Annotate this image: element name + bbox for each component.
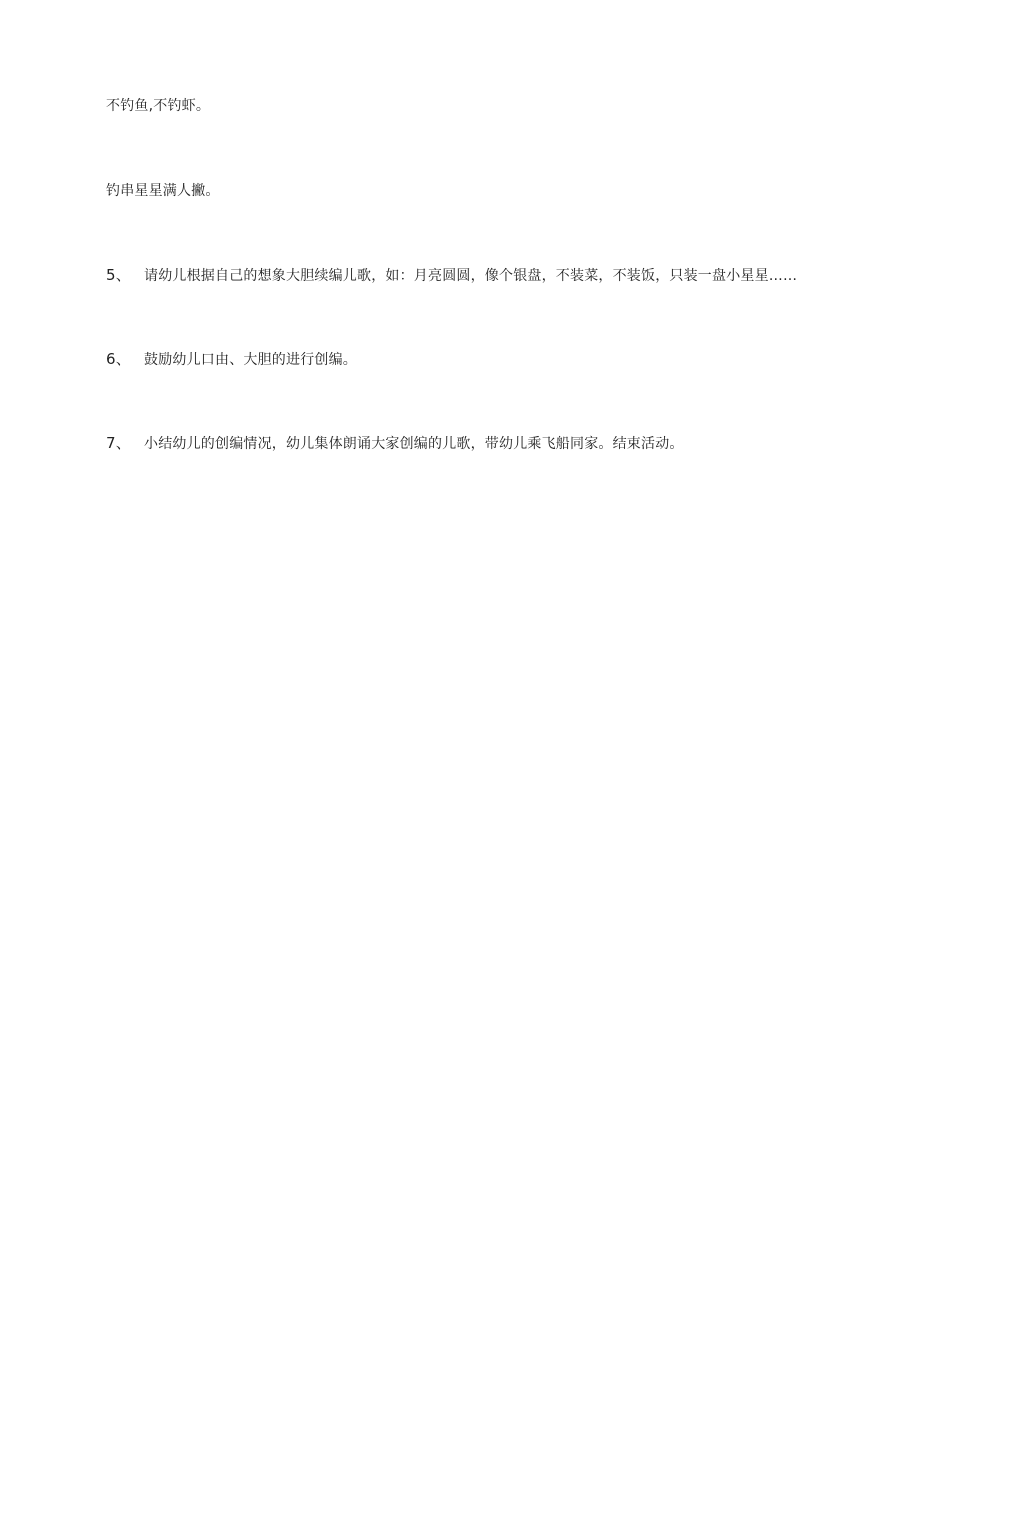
step-6 <box>106 349 357 370</box>
step-text: 鼓励幼儿口由、大胆的进行创编。 <box>144 352 357 368</box>
step-number: 5、 <box>106 266 131 284</box>
poem-line-2 <box>106 181 220 201</box>
line-text: 钓串星星满人撇。 <box>106 183 220 199</box>
step-5 <box>106 265 797 286</box>
step-number: 6、 <box>106 350 131 368</box>
step-text: 请幼儿根据自己的想象大胆续编儿歌，如：月亮圆圆，像个银盘，不装菜，不装饭，只装一盘小星星…… <box>144 268 798 284</box>
step-text: 小结幼儿的创编情况，幼儿集体朗诵大家创编的儿歌，带幼儿乘飞船同家。结束活动。 <box>144 436 684 452</box>
poem-line-1 <box>106 96 210 116</box>
line-text: 不钓鱼,不钓虾。 <box>106 98 211 114</box>
step-7 <box>106 433 684 454</box>
step-number: 7、 <box>106 434 131 452</box>
